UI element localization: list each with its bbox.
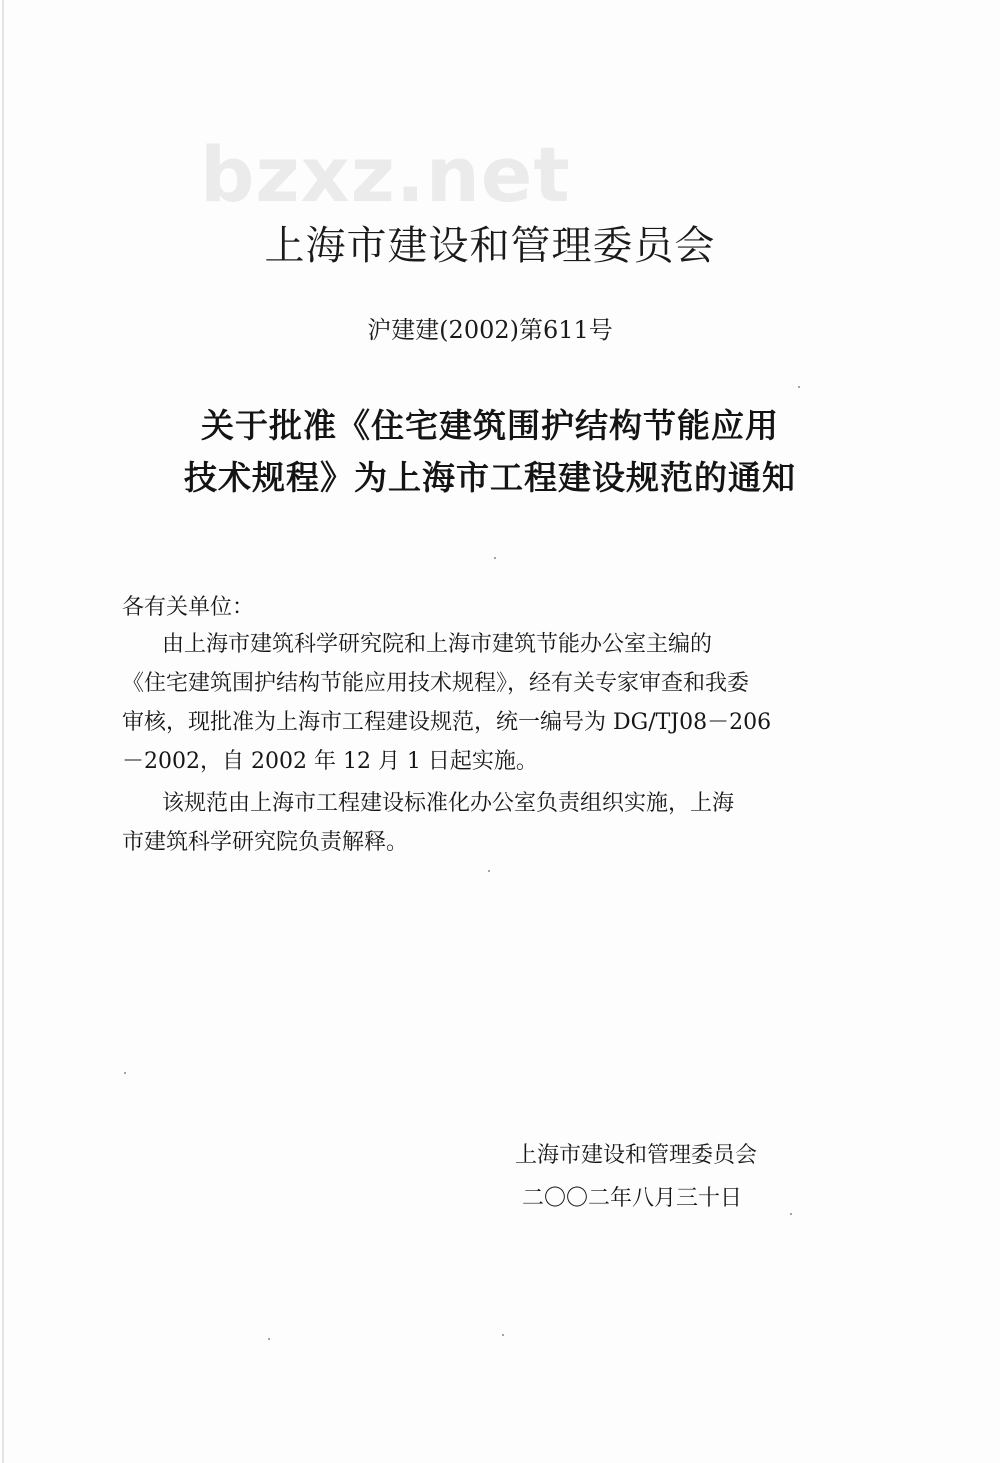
notice-title-line-1: 关于批准《住宅建筑围护结构节能应用 xyxy=(201,406,779,445)
paragraph-1-line-1: 由上海市建筑科学研究院和上海市建筑节能办公室主编的 xyxy=(162,632,713,657)
scan-speck xyxy=(494,557,496,559)
paragraph-2-line-2: 市建筑科学研究院负责解释。 xyxy=(122,830,409,855)
signature-date: 二〇〇二年八月三十日 xyxy=(522,1186,743,1211)
issuing-agency: 上海市建设和管理委员会 xyxy=(264,223,716,269)
scan-speck xyxy=(790,1213,792,1215)
paragraph-1-line-4: －2002，自 2002 年 12 月 1 日起实施。 xyxy=(122,749,538,774)
signature-agency: 上海市建设和管理委员会 xyxy=(515,1143,758,1168)
scan-speck xyxy=(268,1338,270,1340)
scan-speck xyxy=(488,870,490,872)
salutation: 各有关单位： xyxy=(122,595,255,620)
scan-speck xyxy=(798,386,800,388)
scan-speck xyxy=(502,1334,504,1336)
paragraph-1-line-3: 审核，现批准为上海市工程建设规范，统一编号为 DG/TJ08－206 xyxy=(122,710,772,735)
paragraph-2-line-1: 该规范由上海市工程建设标准化办公室负责组织实施，上海 xyxy=(162,791,735,816)
notice-title-line-2: 技术规程》为上海市工程建设规范的通知 xyxy=(184,458,796,497)
document-number: 沪建建(2002)第611号 xyxy=(367,316,613,344)
paragraph-1-line-2: 《住宅建筑围护结构节能应用技术规程》，经有关专家审查和我委 xyxy=(122,671,750,696)
scan-speck xyxy=(124,1072,126,1074)
watermark: bzxz.net xyxy=(200,130,571,219)
